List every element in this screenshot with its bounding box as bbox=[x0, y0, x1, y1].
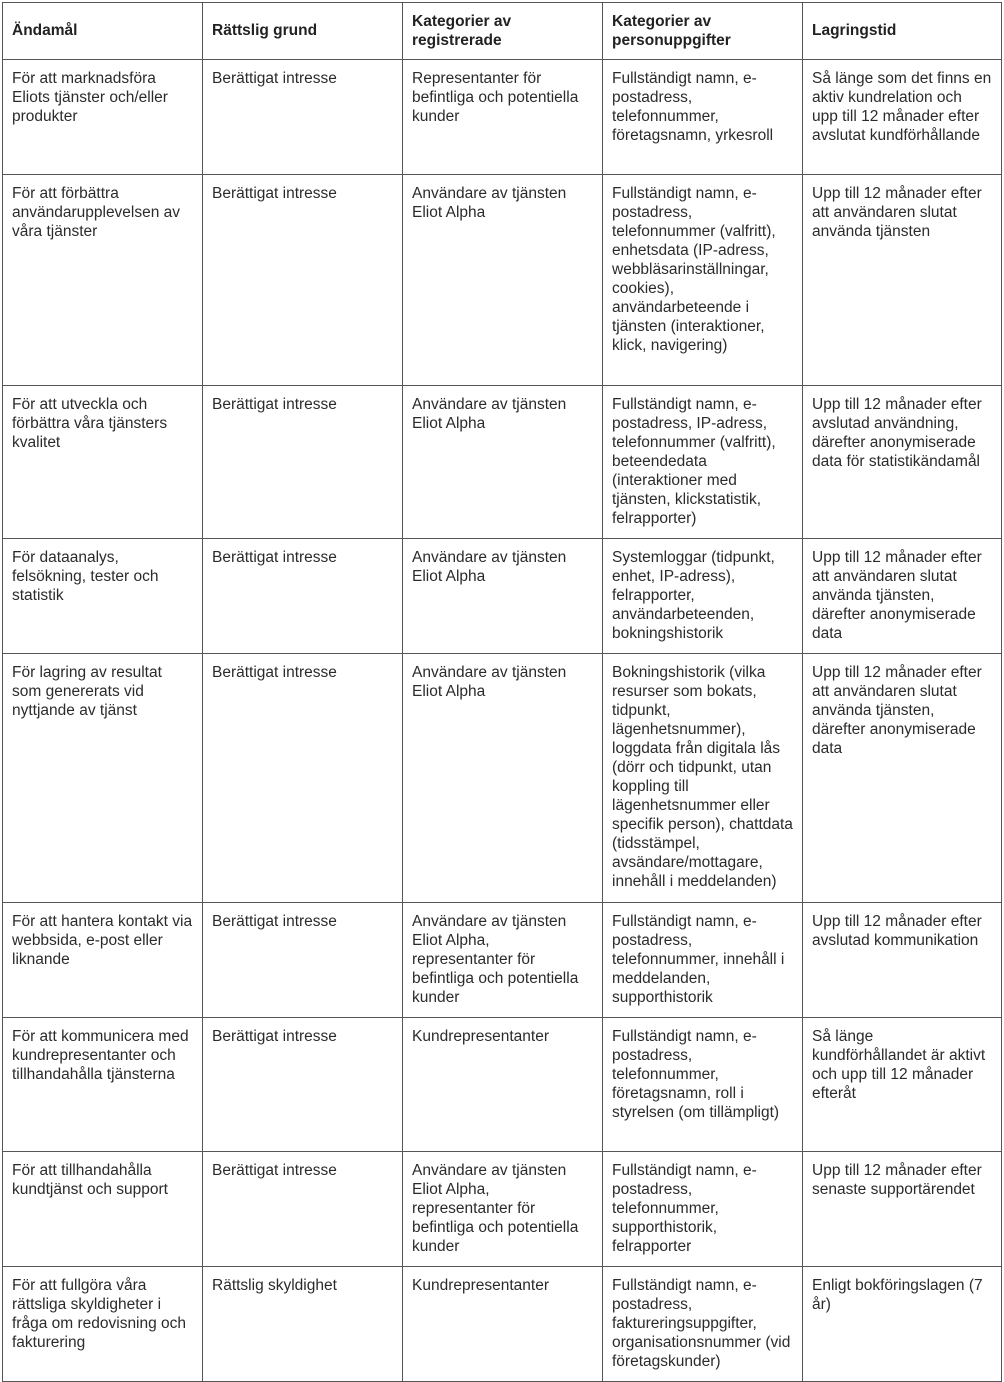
cell-personal-data: Bokningshistorik (vilka resurser som bokats, tidpunkt, lägenhetsnummer), loggdata från digitala lås (dörr och tidpunkt, utan koppling till lägenhetsnummer eller specifik person), chattdata (tidsstämpel, avsändare/mottagare, innehåll i meddelanden) bbox=[603, 654, 803, 903]
header-purpose: Ändamål bbox=[3, 3, 203, 60]
table-row bbox=[3, 654, 1002, 903]
cell-data-subjects: Kundrepresentanter bbox=[403, 1267, 603, 1382]
cell-legal-basis: Berättigat intresse bbox=[203, 1152, 403, 1267]
table-row bbox=[3, 1018, 1002, 1152]
cell-personal-data: Fullständigt namn, e-postadress, IP-adress, telefonnummer (valfritt), beteendedata (interaktioner med tjänsten, klickstatistik, felrapporter) bbox=[603, 386, 803, 539]
table-row bbox=[3, 175, 1002, 386]
cell-data-subjects: Representanter för befintliga och potentiella kunder bbox=[403, 60, 603, 175]
cell-data-subjects: Kundrepresentanter bbox=[403, 1018, 603, 1152]
cell-purpose: För lagring av resultat som genererats vid nyttjande av tjänst bbox=[3, 654, 203, 903]
cell-retention: Upp till 12 månader efter att användaren slutat använda tjänsten, därefter anonymiserade data bbox=[803, 654, 1002, 903]
cell-purpose: För att kommunicera med kundrepresentanter och tillhandahålla tjänsterna bbox=[3, 1018, 203, 1152]
table-row bbox=[3, 539, 1002, 654]
cell-purpose: För att förbättra användarupplevelsen av våra tjänster bbox=[3, 175, 203, 386]
cell-personal-data: Fullständigt namn, e-postadress, telefonnummer, företagsnamn, roll i styrelsen (om tillämpligt) bbox=[603, 1018, 803, 1152]
table-row bbox=[3, 903, 1002, 1018]
header-personal-data-categories: Kategorier av personuppgifter bbox=[603, 3, 803, 60]
cell-data-subjects: Användare av tjänsten Eliot Alpha bbox=[403, 539, 603, 654]
cell-data-subjects: Användare av tjänsten Eliot Alpha, representanter för befintliga och potentiella kunder bbox=[403, 903, 603, 1018]
cell-personal-data: Fullständigt namn, e-postadress, telefonnummer, företagsnamn, yrkesroll bbox=[603, 60, 803, 175]
cell-legal-basis: Rättslig skyldighet bbox=[203, 1267, 403, 1382]
table-row bbox=[3, 1152, 1002, 1267]
cell-retention: Så länge som det finns en aktiv kundrelation och upp till 12 månader efter avslutat kundförhållande bbox=[803, 60, 1002, 175]
cell-retention: Så länge kundförhållandet är aktivt och upp till 12 månader efteråt bbox=[803, 1018, 1002, 1152]
cell-retention: Upp till 12 månader efter senaste supportärendet bbox=[803, 1152, 1002, 1267]
cell-retention: Upp till 12 månader efter avslutad användning, därefter anonymiserade data för statistikändamål bbox=[803, 386, 1002, 539]
table-row bbox=[3, 60, 1002, 175]
cell-legal-basis: Berättigat intresse bbox=[203, 539, 403, 654]
cell-retention: Enligt bokföringslagen (7 år) bbox=[803, 1267, 1002, 1382]
header-retention-period: Lagringstid bbox=[803, 3, 1002, 60]
cell-data-subjects: Användare av tjänsten Eliot Alpha bbox=[403, 386, 603, 539]
cell-data-subjects: Användare av tjänsten Eliot Alpha bbox=[403, 175, 603, 386]
cell-retention: Upp till 12 månader efter att användaren slutat använda tjänsten bbox=[803, 175, 1002, 386]
cell-legal-basis: Berättigat intresse bbox=[203, 175, 403, 386]
cell-data-subjects: Användare av tjänsten Eliot Alpha, representanter för befintliga och potentiella kunder bbox=[403, 1152, 603, 1267]
cell-retention: Upp till 12 månader efter avslutad kommunikation bbox=[803, 903, 1002, 1018]
cell-personal-data: Fullständigt namn, e-postadress, telefonnummer, innehåll i meddelanden, supporthistorik bbox=[603, 903, 803, 1018]
table-row bbox=[3, 386, 1002, 539]
cell-personal-data: Fullständigt namn, e-postadress, faktureringsuppgifter, organisationsnummer (vid företagskunder) bbox=[603, 1267, 803, 1382]
cell-personal-data: Fullständigt namn, e-postadress, telefonnummer (valfritt), enhetsdata (IP-adress, webbläsarinställningar, cookies), användarbeteende i tjänsten (interaktioner, klick, navigering) bbox=[603, 175, 803, 386]
cell-purpose: För att fullgöra våra rättsliga skyldigheter i fråga om redovisning och fakturering bbox=[3, 1267, 203, 1382]
cell-legal-basis: Berättigat intresse bbox=[203, 903, 403, 1018]
cell-purpose: För att tillhandahålla kundtjänst och support bbox=[3, 1152, 203, 1267]
cell-personal-data: Fullständigt namn, e-postadress, telefonnummer, supporthistorik, felrapporter bbox=[603, 1152, 803, 1267]
header-data-subject-categories: Kategorier av registrerade bbox=[403, 3, 603, 60]
header-legal-basis: Rättslig grund bbox=[203, 3, 403, 60]
cell-retention: Upp till 12 månader efter att användaren slutat använda tjänsten, därefter anonymiserade data bbox=[803, 539, 1002, 654]
table-row bbox=[3, 1267, 1002, 1382]
cell-purpose: För dataanalys, felsökning, tester och statistik bbox=[3, 539, 203, 654]
cell-purpose: För att utveckla och förbättra våra tjänsters kvalitet bbox=[3, 386, 203, 539]
cell-legal-basis: Berättigat intresse bbox=[203, 1018, 403, 1152]
cell-legal-basis: Berättigat intresse bbox=[203, 386, 403, 539]
cell-personal-data: Systemloggar (tidpunkt, enhet, IP-adress), felrapporter, användarbeteenden, bokningshistorik bbox=[603, 539, 803, 654]
cell-purpose: För att marknadsföra Eliots tjänster och/eller produkter bbox=[3, 60, 203, 175]
cell-legal-basis: Berättigat intresse bbox=[203, 60, 403, 175]
cell-data-subjects: Användare av tjänsten Eliot Alpha bbox=[403, 654, 603, 903]
table-header-row bbox=[3, 3, 1002, 60]
data-processing-table bbox=[2, 2, 1002, 1382]
cell-legal-basis: Berättigat intresse bbox=[203, 654, 403, 903]
cell-purpose: För att hantera kontakt via webbsida, e-post eller liknande bbox=[3, 903, 203, 1018]
